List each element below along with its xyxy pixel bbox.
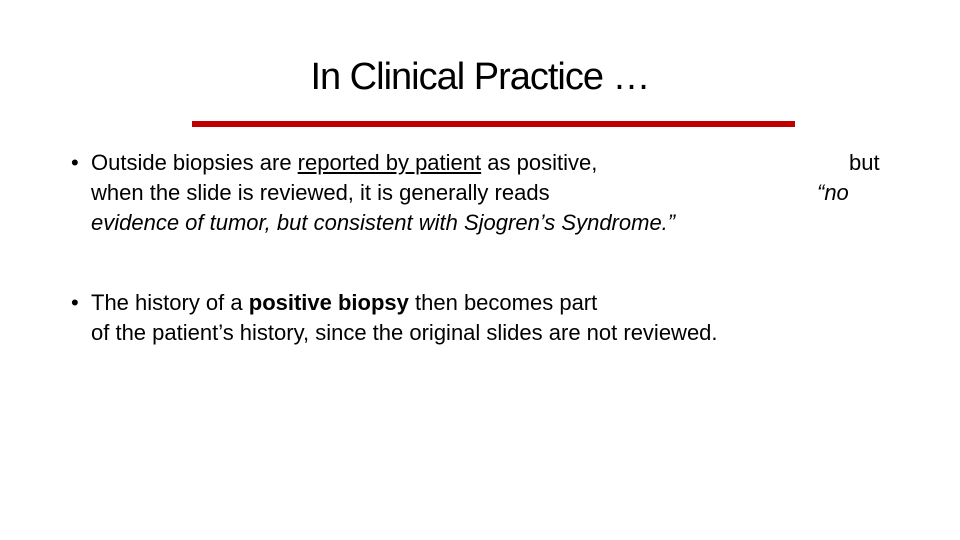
bullet-2-text-a: The history of a [91,290,249,315]
bullet-1-text-a: Outside biopsies are [91,150,298,175]
bullet-1-text-b: as positive, [481,150,598,175]
bullet-1-line-1-right: but [849,150,880,175]
title-underline-rule [192,121,795,127]
slide-title: In Clinical Practice … [310,56,650,98]
bullet-2-text-b: then becomes part [408,290,598,315]
bullet-1-line-2: when the slide is reviewed, it is generally reads [91,180,550,205]
bullet-2-bold-text: positive biopsy [248,290,409,315]
bullet-1-line-3: evidence of tumor, but consistent with Sjogren’s Syndrome.” [91,210,676,235]
bullet-1-line-2-right: “no [817,180,849,205]
bullet-2-marker: • [71,290,79,315]
bullet-1-line-1 [91,148,597,177]
bullet-2-line-1 [91,288,597,317]
bullet-1-marker: • [71,150,79,175]
bullet-2-line-2: of the patient’s history, since the original slides are not reviewed. [91,320,718,345]
bullet-1-underlined-text: reported by patient [297,150,482,175]
